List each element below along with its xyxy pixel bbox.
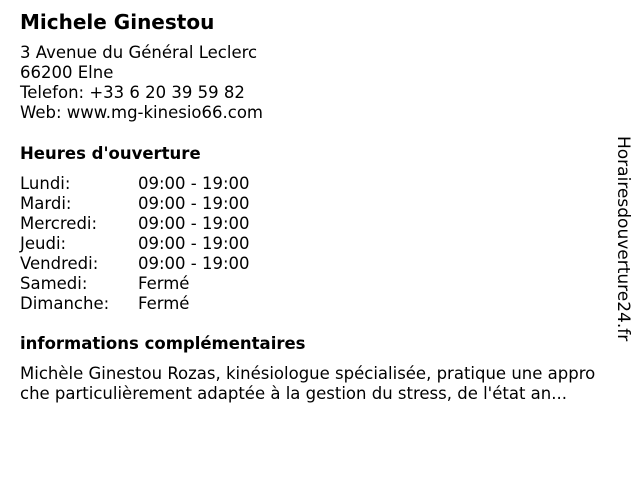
time-value: 09:00 - 19:00 xyxy=(138,174,250,193)
time-value: 09:00 - 19:00 xyxy=(138,234,250,253)
day-label: Dimanche: xyxy=(20,294,110,313)
hours-heading: Heures d'ouverture xyxy=(20,144,201,163)
watermark-text: Horairesdouverture24.fr xyxy=(613,136,633,342)
watermark xyxy=(608,136,638,346)
day-label: Vendredi: xyxy=(20,254,99,273)
description-line: che particulièrement adaptée à la gestion du stress, de l'état an... xyxy=(20,384,567,403)
business-name: Michele Ginestou xyxy=(20,10,215,34)
time-value: 09:00 - 19:00 xyxy=(138,214,250,233)
website: Web: www.mg-kinesio66.com xyxy=(20,103,263,122)
time-value: 09:00 - 19:00 xyxy=(138,254,250,273)
day-label: Mardi: xyxy=(20,194,72,213)
day-label: Mercredi: xyxy=(20,214,98,233)
day-label: Lundi: xyxy=(20,174,71,193)
description-line: Michèle Ginestou Rozas, kinésiologue spécialisée, pratique une appro xyxy=(20,364,596,383)
description-text xyxy=(20,364,630,404)
info-heading: informations complémentaires xyxy=(20,334,306,353)
contact-block xyxy=(20,43,263,123)
address-street: 3 Avenue du Général Leclerc xyxy=(20,43,258,62)
day-label: Samedi: xyxy=(20,274,88,293)
day-label: Jeudi: xyxy=(20,234,67,253)
address-city: 66200 Elne xyxy=(20,63,114,82)
time-value: Fermé xyxy=(138,274,190,293)
phone-number: Telefon: +33 6 20 39 59 82 xyxy=(20,83,245,102)
time-value: 09:00 - 19:00 xyxy=(138,194,250,213)
time-value: Fermé xyxy=(138,294,190,313)
